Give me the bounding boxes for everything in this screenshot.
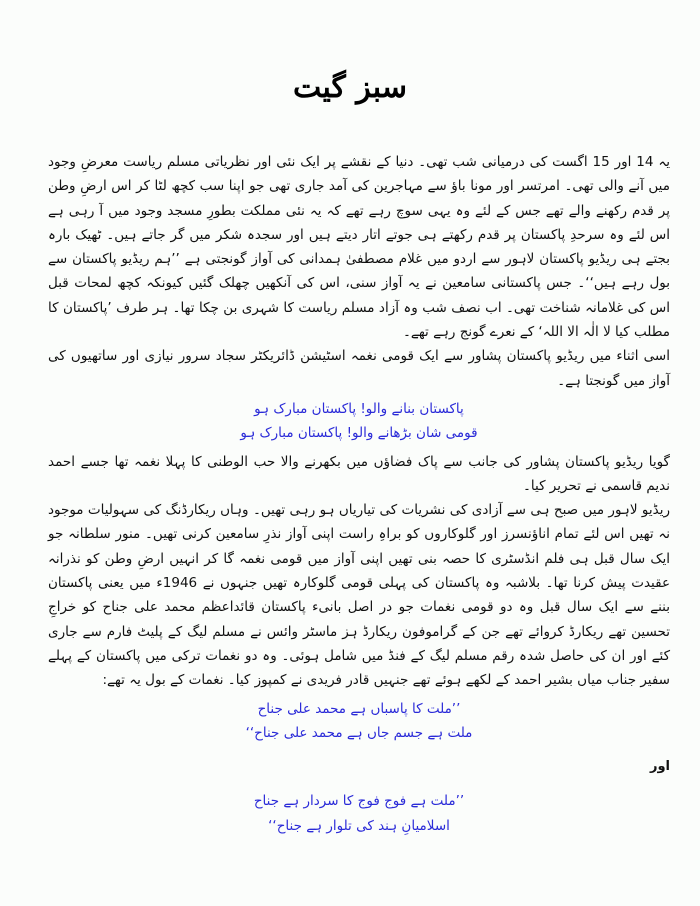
page-title: سبز گیت	[293, 70, 407, 105]
verse-line: اسلامیانِ ہند کی تلوار ہے جناح‘‘	[268, 817, 450, 834]
verse-line: پاکستان بنانے والو! پاکستان مبارک ہو	[254, 400, 464, 417]
paragraph-peshawar: اسی اثناء میں ریڈیو پاکستان پشاور سے ایک قومی نغمہ اسٹیشن ڈائریکٹر سجاد سرور نیازی اور ساتھیوں کی آواز میں گونجتا ہے۔	[48, 348, 670, 389]
verse-block-3	[48, 789, 670, 838]
verse-block-1	[48, 397, 670, 446]
verse-line: ملت ہے جسم جاں ہے محمد علی جناح‘‘	[245, 724, 473, 741]
article-body	[48, 150, 670, 838]
paragraph-lahore: ریڈیو لاہور میں صبح ہی سے آزادی کی نشریات کی تیاریاں ہو رہی تھیں۔ وہاں ریکارڈنگ کی سہولیات موجود نہ تھیں اس لئے تمام اناؤنسرز اور گلوکاروں کو براہِ راست اپنی آواز نذرِ سامعین کرنی تھیں۔ منور سلطانہ جو ایک سال قبل ہی فلم انڈسٹری کا حصہ بنی تھیں اپنی آواز میں قومی نغمہ گا کر انہیں ارضِ وطن کو نذرانہ عقیدت پیش کرنا تھا۔ بلاشبہ وہ پاکستان کی پہلی قومی گلوکارہ تھیں جنہوں نے 1946ء میں یعنی پاکستان بننے سے ایک سال قبل وہ دو قومی نغمات جو در اصل بانیء پاکستان قائداعظم محمد علی جناح کو خراجِ تحسین تھے ریکارڈ کروائے تھے جن کے گراموفون ریکارڈ ہز ماسٹر وائس نے مسلم لیگ کے پلیٹ فارم سے جاری کئے اور ان کی حاصل شدہ رقم مسلم لیگ کے فنڈ میں شامل ہوئی۔ وہ دو نغمات ترکی میں پاکستان کے پہلے سفیر جناب میاں بشیر احمد کے لکھے ہوئے تھے جنہیں قادر فریدی نے کمپوز کیا۔ نغمات کے بول یہ تھے:	[48, 502, 671, 689]
verse-line: قومی شان بڑھانے والو! پاکستان مبارک ہو	[240, 425, 478, 442]
paragraph-intro: یہ 14 اور 15 اگست کی درمیانی شب تھی۔ دنیا کے نقشے پر ایک نئی اور نظریاتی مسلم ریاست معرضِ وجود میں آنے والی تھی۔ امرتسر اور مونا باؤ سے مہاجرین کی آمد جاری تھی جو اپنا سب کچھ لٹا کر اس ارضِ وطن پر قدم رکھنے والے تھے جس کے لئے وہ یہی سوچ رہے تھے کہ یہ نئی مملکت بطورِ مسجد وجود میں آ رہی ہے اس لئے وہ سرحدِ پاکستان پر قدم رکھتے ہی جوتے اتار دیتے ہیں اور سجدہ شکر میں گر جاتے ہیں۔ ٹھیک بارہ بجتے ہی ریڈیو پاکستان لاہور سے اردو میں غلام مصطفیٰ ہمدانی کی آواز گونجتی ہے ’’ہم ریڈیو پاکستان سے بول رہے ہیں‘‘۔ جس پاکستانی سامعین نے یہ آواز سنی، اس کی آنکھیں چھلک گئیں کیونکہ کچھ لمحات قبل اس کی غلامانہ شناخت تھی۔ اب نصف شب وہ آزاد مسلم ریاست کا شہری بن چکا تھا۔ ہر طرف ’پاکستان کا مطلب کیا لا الٰہ الا اللہ‘ کے نعرے گونج رہے تھے۔	[48, 154, 671, 341]
verse-line: ’’ملت کا پاسباں ہے محمد علی جناح	[257, 700, 461, 717]
paragraph-first-song: گویا ریڈیو پاکستان پشاور کی جانب سے پاک فضاؤں میں بکھرنے والا حب الوطنی کا پہلا نغمہ تھا جسے احمد ندیم قاسمی نے تحریر کیا۔	[48, 453, 670, 494]
verse-block-2	[48, 697, 670, 746]
conjunction-text: اور	[649, 759, 670, 775]
verse-line: ’’ملت ہے فوج فوج کا سردار ہے جناح	[253, 793, 465, 810]
